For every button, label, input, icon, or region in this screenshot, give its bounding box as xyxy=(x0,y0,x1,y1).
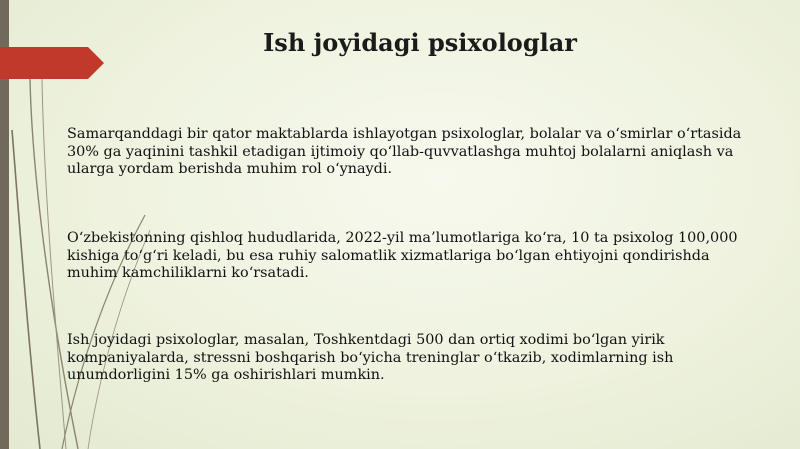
slide-title: Ish joyidagi psixologlar xyxy=(263,28,577,57)
left-border-bar xyxy=(0,0,9,449)
decor-curve-5 xyxy=(12,130,40,449)
paragraph-rural-regions: O‘zbekistonning qishloq hududlarida, 2022-yil ma’lumotlariga ko‘ra, 10 ta psixolog 100,000 kishiga to‘g‘ri keladi, bu esa ruhiy salomatlik xizmatlariga bo‘lgan ehtiyojni qondirishda muhim kamchiliklarni ko‘rsatadi. xyxy=(67,230,738,281)
paragraph-workplace: Ish joyidagi psixologlar, masalan, Toshkentdagi 500 dan ortiq xodimi bo‘lgan yirik kompaniyalarda, stressni boshqarish bo‘yicha treninglar o‘tkazib, xodimlarning ish unumdorligini 15% ga oshirishlari mumkin. xyxy=(67,332,674,383)
decor-curve-2 xyxy=(42,79,66,449)
title-accent-arrow xyxy=(0,47,104,79)
paragraph-schools: Samarqanddagi bir qator maktablarda ishlayotgan psixologlar, bolalar va o‘smirlar o‘rtasida 30% ga yaqinini tashkil etadigan ijtimoiy qo‘llab-quvvatlashga muhtoj bolalarni aniqlash va ularga yordam berishda muhim rol o‘ynaydi. xyxy=(67,126,742,177)
